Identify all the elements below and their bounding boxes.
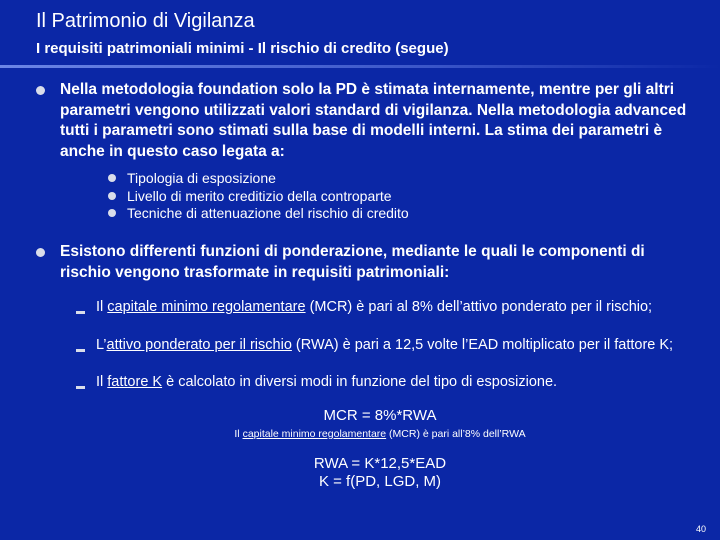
dash-item-rwa xyxy=(96,336,696,354)
dash-bullet-icon xyxy=(76,311,85,314)
bullet-dot-icon xyxy=(36,248,45,257)
dash-bullet-icon xyxy=(76,349,85,352)
link-capitale-minimo-note[interactable]: capitale minimo regolamentare xyxy=(242,428,387,440)
text: è calcolato in diversi modi in funzione del tipo di esposizione. xyxy=(162,374,558,390)
formula-rwa: RWA = K*12,5*EAD xyxy=(313,455,447,472)
link-capitale-minimo[interactable]: capitale minimo regolamentare xyxy=(107,299,306,315)
subbullet-text: Tecniche di attenuazione del rischio di credito xyxy=(127,205,409,221)
formula-mcr-note xyxy=(200,428,560,441)
subbullet-item xyxy=(127,188,392,206)
bullet-text: Esistono differenti funzioni di ponderazione, mediante le quali le componenti di rischio vengono trasformate in requisiti patrimoniali: xyxy=(60,243,645,281)
formula-mcr: MCR = 8%*RWA xyxy=(323,407,437,424)
subbullet-item xyxy=(127,170,276,188)
link-fattore-k[interactable]: fattore K xyxy=(107,374,163,390)
dash-item-fattore-k xyxy=(96,373,696,391)
subbullet-text: Livello di merito creditizio della controparte xyxy=(127,187,392,204)
subbullet-text: Tipologia di esposizione xyxy=(127,170,276,186)
bullet-dot-icon xyxy=(36,86,45,95)
text: Il xyxy=(234,428,243,440)
subbullet-item xyxy=(127,205,409,223)
bullet-text: Nella metodologia foundation solo la PD è stimata internamente, mentre per gli altri parametri vengono utilizzati valori standard di vigilanza. Nella metodologia advanced tutti i parametri sono stimati sulla base di modelli interni. La stima dei parametri è anche in questo caso legata a: xyxy=(60,81,687,160)
slide-title: Il Patrimonio di Vigilanza xyxy=(36,10,255,32)
bullet-foundation-advanced xyxy=(60,80,690,162)
formula-k: K = f(PD, LGD, M) xyxy=(318,473,442,490)
bullet-dot-icon xyxy=(108,174,116,182)
text: (MCR) è pari al 8% dell’attivo ponderato per il rischio; xyxy=(305,299,653,315)
bullet-dot-icon xyxy=(108,209,116,217)
text: Il xyxy=(96,374,108,390)
title-divider xyxy=(0,65,720,68)
text: (RWA) è pari a 12,5 volte l’EAD moltiplicato per il fattore K; xyxy=(291,337,674,353)
bullet-dot-icon xyxy=(108,192,116,200)
dash-item-mcr xyxy=(96,298,696,316)
text: L’ xyxy=(96,337,107,353)
bullet-weighting-functions xyxy=(60,242,690,283)
dash-bullet-icon xyxy=(76,386,85,389)
link-attivo-ponderato[interactable]: attivo ponderato per il rischio xyxy=(106,337,292,353)
text: Il xyxy=(96,299,108,315)
text: (MCR) è pari all’8% dell’RWA xyxy=(386,428,526,440)
page-number: 40 xyxy=(695,524,706,534)
slide-subtitle: I requisiti patrimoniali minimi - Il rischio di credito (segue) xyxy=(36,40,449,57)
